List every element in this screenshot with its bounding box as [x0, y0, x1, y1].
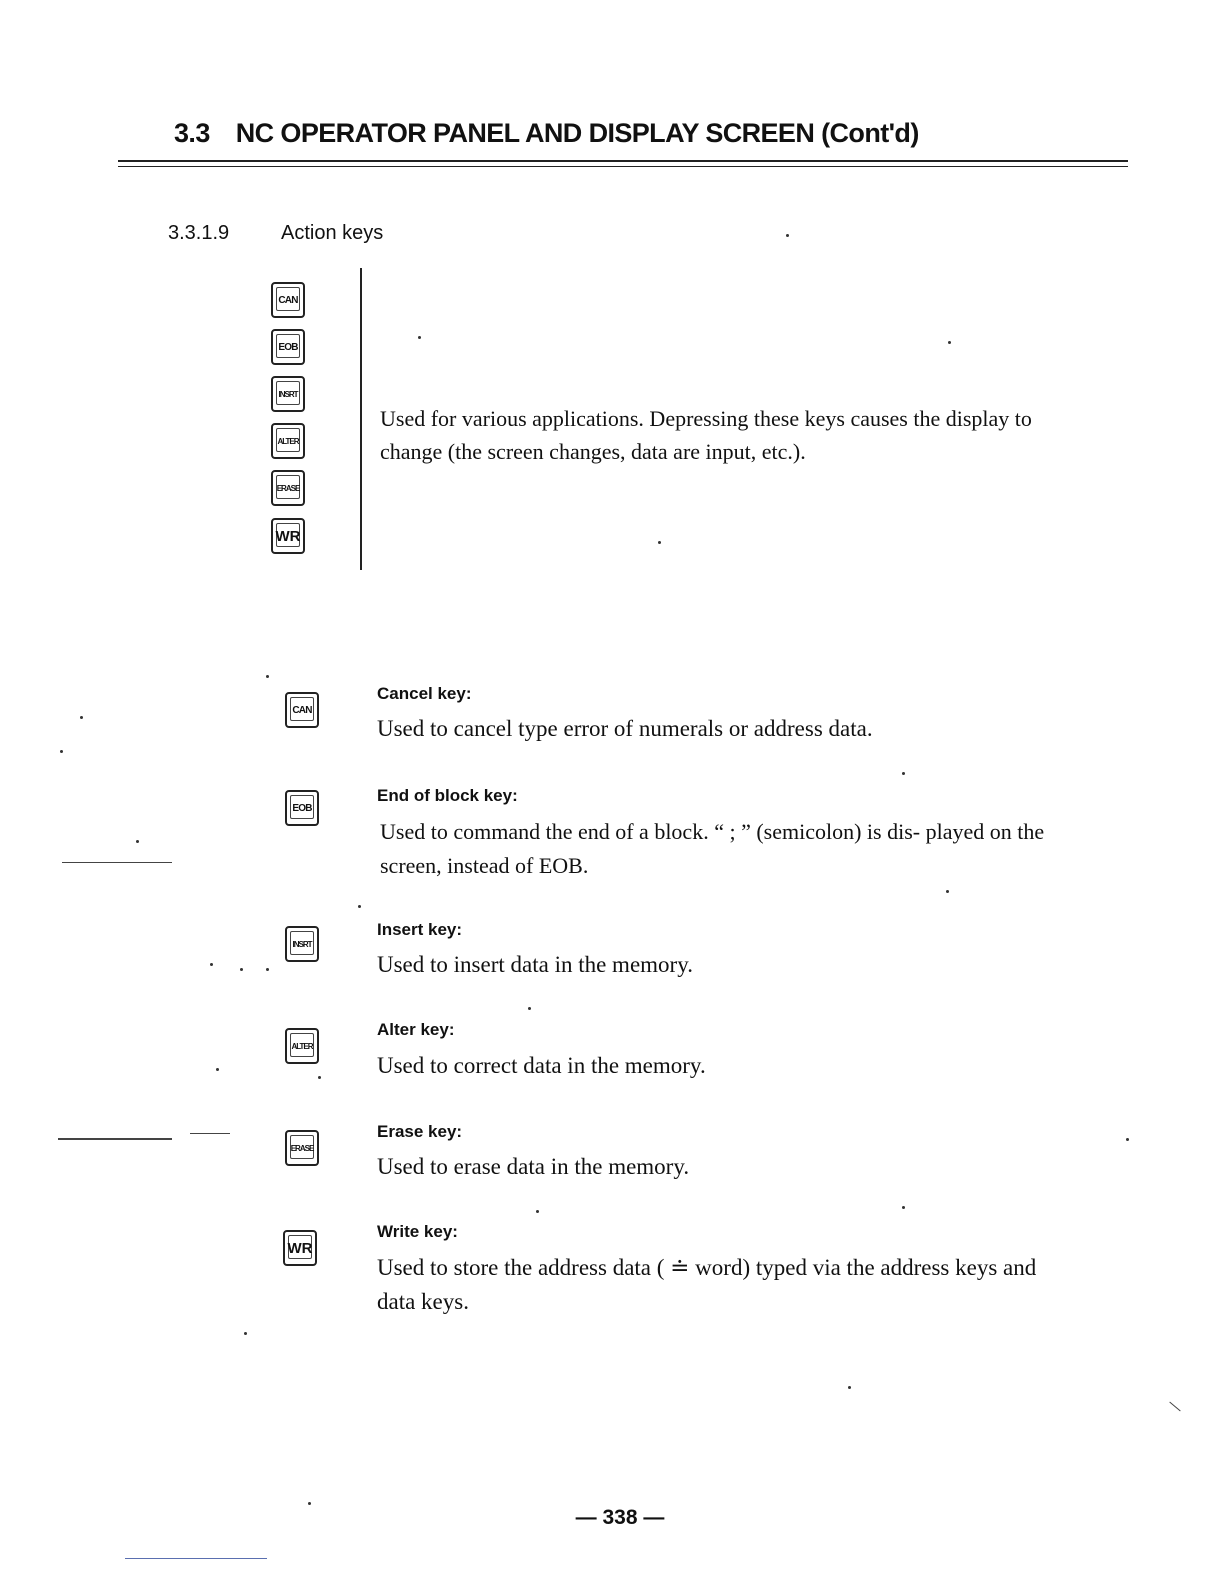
can-key-icon[interactable]: CAN	[271, 282, 305, 318]
footer-rule	[125, 1558, 267, 1559]
scan-speck	[136, 840, 139, 843]
alter-key-icon[interactable]: ALTER	[285, 1028, 319, 1064]
page-number: — 338 —	[575, 1506, 665, 1529]
scan-speck	[210, 963, 213, 966]
scan-speck	[528, 1007, 531, 1010]
wr-key-icon[interactable]: WR	[271, 518, 305, 554]
scan-speck	[80, 716, 83, 719]
scan-smudge	[62, 862, 172, 863]
cancel-key-icon[interactable]: CAN	[285, 692, 319, 728]
scan-speck	[848, 1386, 851, 1389]
cancel-key-description: Used to cancel type error of numerals or address data.	[377, 716, 873, 741]
write-key-description: Used to store the address data ( ≐ word) typed via the address keys and data keys.	[377, 1255, 1037, 1314]
alter-key-description: Used to correct data in the memory.	[377, 1053, 706, 1078]
scan-speck	[266, 968, 269, 971]
scan-speck	[946, 890, 949, 893]
scan-speck	[318, 1076, 321, 1079]
insert-key-label: Insert key:	[377, 920, 463, 939]
eob-key-icon[interactable]: EOB	[271, 329, 305, 365]
insrt-key-icon[interactable]: INSRT	[271, 376, 305, 412]
section-number: 3.3	[174, 118, 210, 148]
insert-key-description: Used to insert data in the memory.	[377, 952, 693, 977]
scan-smudge	[1169, 1402, 1180, 1412]
scan-speck	[240, 968, 243, 971]
subsection-title: Action keys	[281, 222, 384, 244]
scan-smudge	[190, 1133, 230, 1134]
cancel-key-label: Cancel key:	[377, 684, 472, 703]
write-key-icon[interactable]: WR	[283, 1230, 317, 1266]
scan-speck	[1126, 1138, 1129, 1141]
header-rule-thin	[118, 166, 1128, 167]
scan-speck	[358, 905, 361, 908]
erase-key-icon[interactable]: ERASE	[271, 470, 305, 506]
scan-speck	[902, 1206, 905, 1209]
scan-speck	[418, 336, 421, 339]
scan-speck	[216, 1068, 219, 1071]
write-key-label: Write key:	[377, 1222, 458, 1241]
group-description: Used for various applications. Depressing these keys causes the display to change (the screen changes, data are input, etc.).	[380, 406, 1032, 464]
scan-speck	[902, 772, 905, 775]
erase-key-icon[interactable]: ERASE	[285, 1130, 319, 1166]
scan-speck	[948, 341, 951, 344]
scan-speck	[536, 1210, 539, 1213]
header-rule-thick	[118, 160, 1128, 162]
end-of-block-key-icon[interactable]: EOB	[285, 790, 319, 826]
page-title-text: NC OPERATOR PANEL AND DISPLAY SCREEN (Cont'd)	[235, 118, 919, 148]
end-of-block-key-description: Used to command the end of a block. “ ; ” (semicolon) is dis- played on the screen, instead of EOB.	[380, 819, 1045, 878]
scan-speck	[786, 234, 789, 237]
scan-speck	[658, 541, 661, 544]
erase-key-label: Erase key:	[377, 1122, 463, 1141]
page-title	[174, 118, 919, 149]
subsection-number: 3.3.1.9	[168, 222, 230, 244]
alter-key-icon[interactable]: ALTER	[271, 423, 305, 459]
alter-key-label: Alter key:	[377, 1020, 455, 1039]
scan-speck	[60, 750, 63, 753]
insert-key-icon[interactable]: INSRT	[285, 926, 319, 962]
scan-smudge	[58, 1138, 172, 1140]
erase-key-description: Used to erase data in the memory.	[377, 1154, 690, 1179]
end-of-block-key-label: End of block key:	[377, 786, 518, 805]
scan-speck	[308, 1502, 311, 1505]
group-brace	[360, 268, 362, 570]
scan-speck	[266, 675, 269, 678]
scan-speck	[244, 1332, 247, 1335]
